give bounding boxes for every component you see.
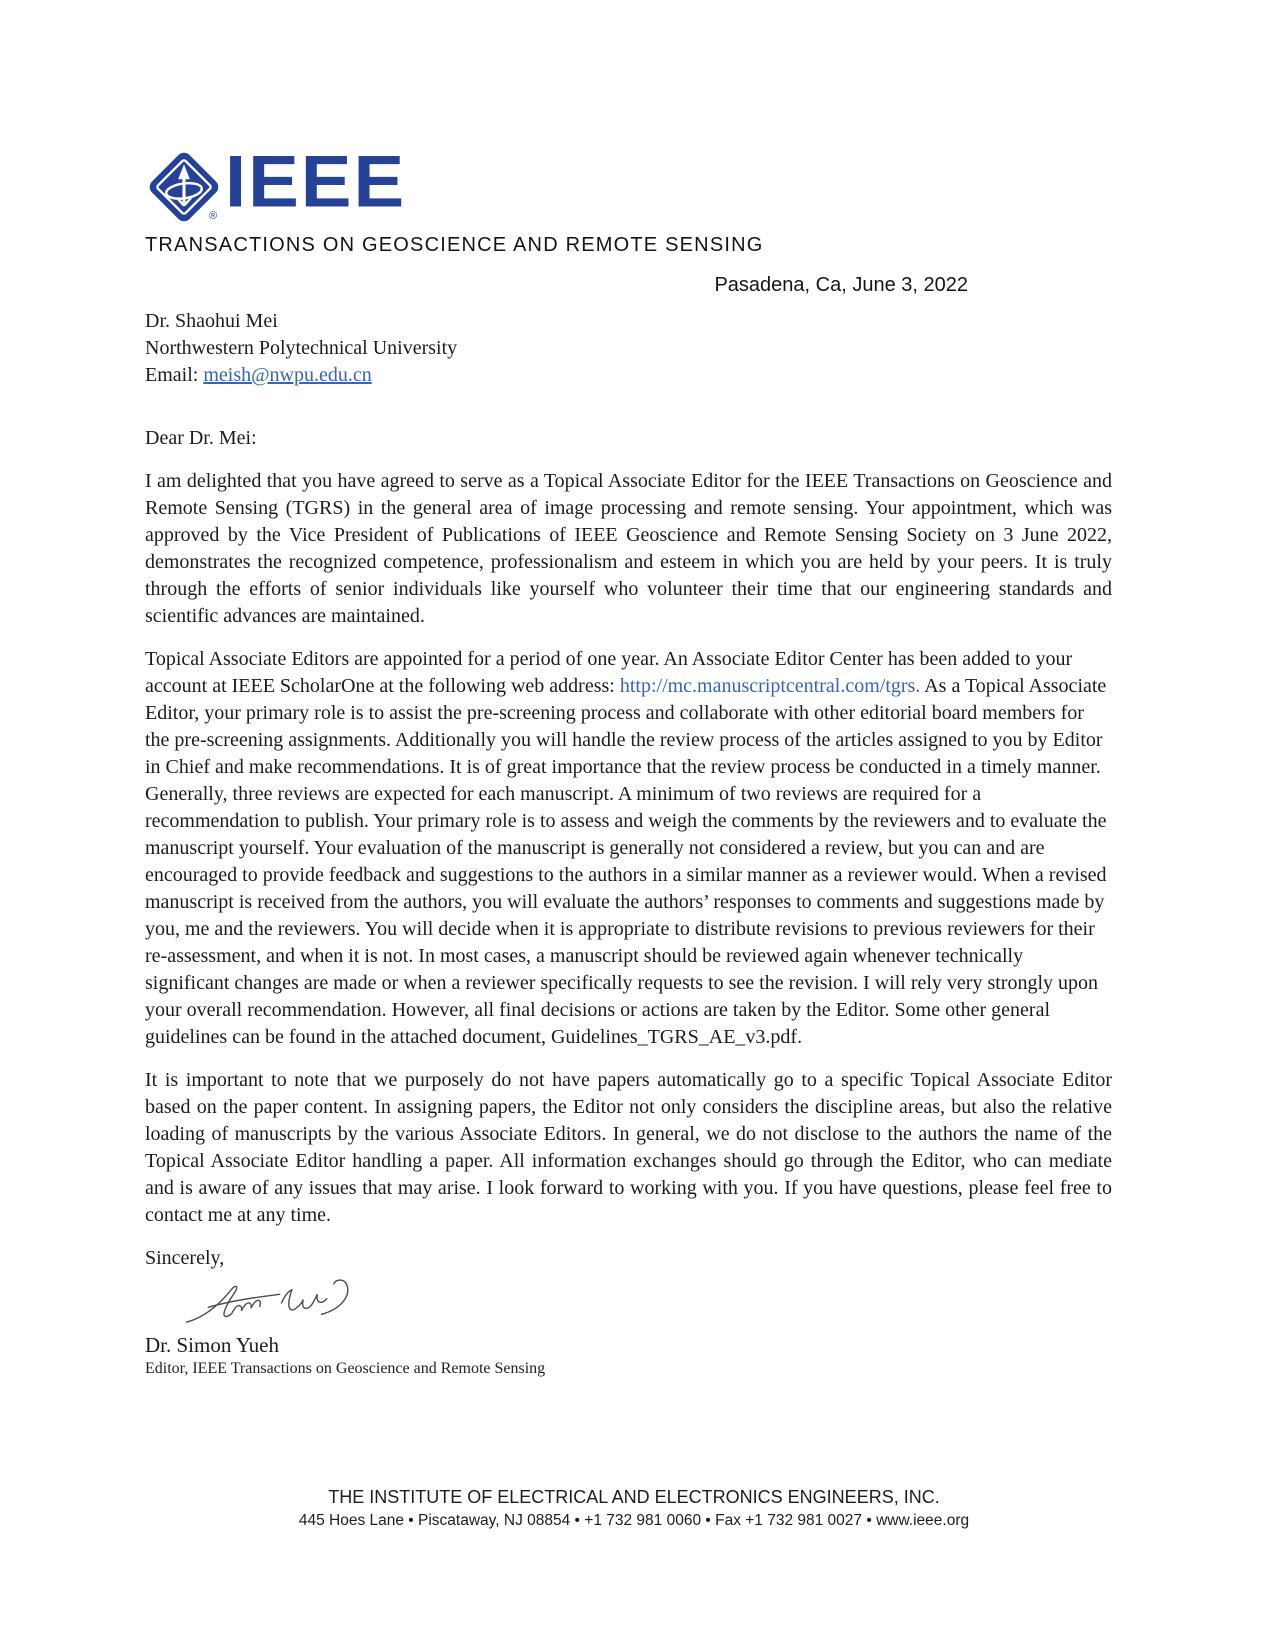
recipient-name: Dr. Shaohui Mei <box>145 310 278 332</box>
closing-block <box>145 1245 1112 1378</box>
footer-address: 445 Hoes Lane • Piscataway, NJ 08854 • +1 732 981 0060 • Fax +1 732 981 0027 • www.ieee.org <box>298 1512 970 1529</box>
body-paragraph-3: It is important to note that we purposely do not have papers automatically go to a specific Topical Associate Editor based on the paper content. In assigning papers, the Editor not only considers the discipline areas, but also the relative loading of manuscripts by the various Associate Editors. In general, we do not disclose to the authors the name of the Topical Associate Editor handling a paper. All information exchanges should go through the Editor, who can mediate and is aware of any issues that may arise. I look forward to working with you. If you have questions, please feel free to contact me at any time. <box>145 1069 1112 1226</box>
ieee-diamond-icon <box>145 148 223 226</box>
recipient-affiliation: Northwestern Polytechnical University <box>145 337 458 359</box>
manuscriptcentral-link[interactable]: http://mc.manuscriptcentral.com/tgrs. <box>619 675 921 697</box>
letter-footer <box>0 1486 1268 1531</box>
ieee-wordmark: IEEE <box>225 141 407 223</box>
paragraph2-text-pre: Topical Associate Editors are appointed for a period of one year. An Associate Editor Center has been added to your account at IEEE ScholarOne at the following web address: <box>145 648 1073 697</box>
registered-trademark-icon: ® <box>209 210 218 222</box>
salutation: Dear Dr. Mei: <box>145 427 257 449</box>
valediction: Sincerely, <box>145 1247 225 1269</box>
dateline: Pasadena, Ca, June 3, 2022 <box>714 274 968 296</box>
recipient-email-line <box>145 362 1112 389</box>
paragraph2-text-post: As a Topical Associate Editor, your primary role is to assist the pre-screening process and collaborate with other editorial board members for the pre-screening assignments. Additionally you will handle the review process of the articles assigned to you by Editor in Chief and make recommendations. It is of great importance that the review process be conducted in a timely manner. Generally, three reviews are expected for each manuscript. A minimum of two reviews are required for a recommendation to publish. Your primary role is to assess and weigh the comments by the reviewers and to evaluate the manuscript yourself. Your evaluation of the manuscript is generally not considered a review, but you can and are encouraged to provide feedback and suggestions to the authors in a similar manner as a reviewer would. When a revised manuscript is received from the authors, you will evaluate the authors’ responses to comments and suggestions made by you, me and the reviewers. You will decide when it is appropriate to distribute revisions to previous reviewers for their re-assessment, and when it is not. In most cases, a manuscript should be reviewed again whenever technically significant changes are made or when a reviewer specifically requests to see the revision. I will rely very strongly upon your overall recommendation. However, all final decisions or actions are taken by the Editor. Some other general guidelines can be found in the attached document, Guidelines_TGRS_AE_v3.pdf. <box>145 675 1107 1048</box>
body-paragraph-1: I am delighted that you have agreed to serve as a Topical Associate Editor for the IEEE Transactions on Geoscience and Remote Sensing (TGRS) in the general area of image processing and remote sensing. Your appointment, which was approved by the Vice President of Publications of IEEE Geoscience and Remote Sensing Society on 3 June 2022, demonstrates the recognized competence, professionalism and esteem in which you are held by your peers. It is truly through the efforts of senior individuals like yourself who volunteer their time that our engineering standards and scientific advances are maintained. <box>145 470 1112 627</box>
body-paragraph-2 <box>145 646 1112 1051</box>
signature-image <box>171 1276 371 1330</box>
recipient-block <box>145 308 1112 389</box>
email-label: Email: <box>145 364 204 386</box>
footer-org: THE INSTITUTE OF ELECTRICAL AND ELECTRONICS ENGINEERS, INC. <box>328 1487 940 1507</box>
ieee-logo <box>145 141 1112 226</box>
journal-title: TRANSACTIONS ON GEOSCIENCE AND REMOTE SENSING <box>145 234 764 256</box>
recipient-email-link[interactable]: meish@nwpu.edu.cn <box>203 364 372 386</box>
signer-name: Dr. Simon Yueh <box>145 1333 279 1357</box>
signer-title: Editor, IEEE Transactions on Geoscience and Remote Sensing <box>145 1360 546 1377</box>
